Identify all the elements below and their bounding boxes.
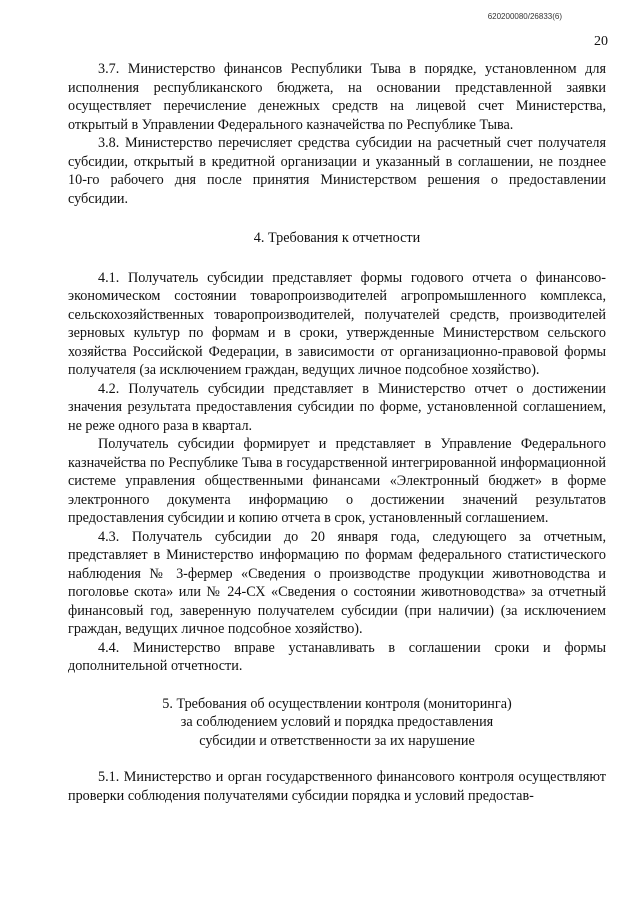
paragraph-4-1: 4.1. Получатель субсидии представляет формы годового отчета о финансово-экономическом состоянии товаропроизводителей агропромышленного комплекса, сельскохозяйственных товаропроизводителей, получателей средств, производителей зерновых культур по формам и в сроки, утвержденные Министерством сельского хозяйства Российской Федерации, в зависимости от организационно-правовой формы получателя (за исключением граждан, ведущих личное подсобное хозяйство). [68, 269, 606, 378]
section-5-heading-line: субсидии и ответственности за их нарушение [199, 732, 475, 749]
document-body [68, 60, 606, 805]
paragraph-4-2-continued: Получатель субсидии формирует и представляет в Управление Федерального казначейства по Республике Тыва в государственной интегрированной информационной системе управления общественными финансами «Электронный бюджет» в форме электронного документа информацию о достижении значений результатов предоставления субсидии и копию отчета в срок, установленный соглашением. [68, 436, 606, 526]
section-4-heading: 4. Требования к отчетности [253, 230, 421, 246]
document-id: 620200080/26833(6) [487, 12, 562, 21]
section-5-heading-line: за соблюдением условий и порядка предоставления [180, 714, 494, 730]
paragraph-3-8: 3.8. Министерство перечисляет средства субсидии на расчетный счет получателя субсидии, открытый в кредитной организации и указанный в соглашении, не позднее 10-го рабочего дня после принятия Министерством решения о предоставлении субсидии. [68, 135, 606, 207]
paragraph-5-1: 5.1. Министерство и орган государственного финансового контроля осуществляют проверки соблюдения получателями субсидии порядка и условий предостав- [68, 769, 606, 804]
page-number: 20 [594, 34, 608, 49]
paragraph-4-4: 4.4. Министерство вправе устанавливать в соглашении сроки и формы дополнительной отчетности. [68, 639, 606, 674]
paragraph-3-7: 3.7. Министерство финансов Республики Тыва в порядке, установленном для исполнения республиканского бюджета, на основании представленной заявки осуществляет перечисление денежных средств на лицевой счет Министерства, открытый в Управлении Федерального казначейства по Республике Тыва. [68, 61, 606, 133]
paragraph-4-3: 4.3. Получатель субсидии до 20 января года, следующего за отчетным, представляет в Министерство информацию по формам федерального статистического наблюдения № 3-фермер «Сведения о производстве продукции животноводства и поголовье скота» или № 24-СХ «Сведения о состоянии животноводства» за отчетный финансовый год, заверенную получателем субсидии (при наличии) (за исключением граждан, ведущих личное подсобное хозяйство). [68, 528, 606, 637]
paragraph-4-2: 4.2. Получатель субсидии представляет в Министерство отчет о достижении значения результата предоставления субсидии по форме, установленной соглашением, не реже одного раза в квартал. [68, 380, 606, 434]
section-5-heading-line: 5. Требования об осуществлении контроля (мониторинга) [162, 695, 512, 712]
section-5-heading [68, 695, 606, 751]
